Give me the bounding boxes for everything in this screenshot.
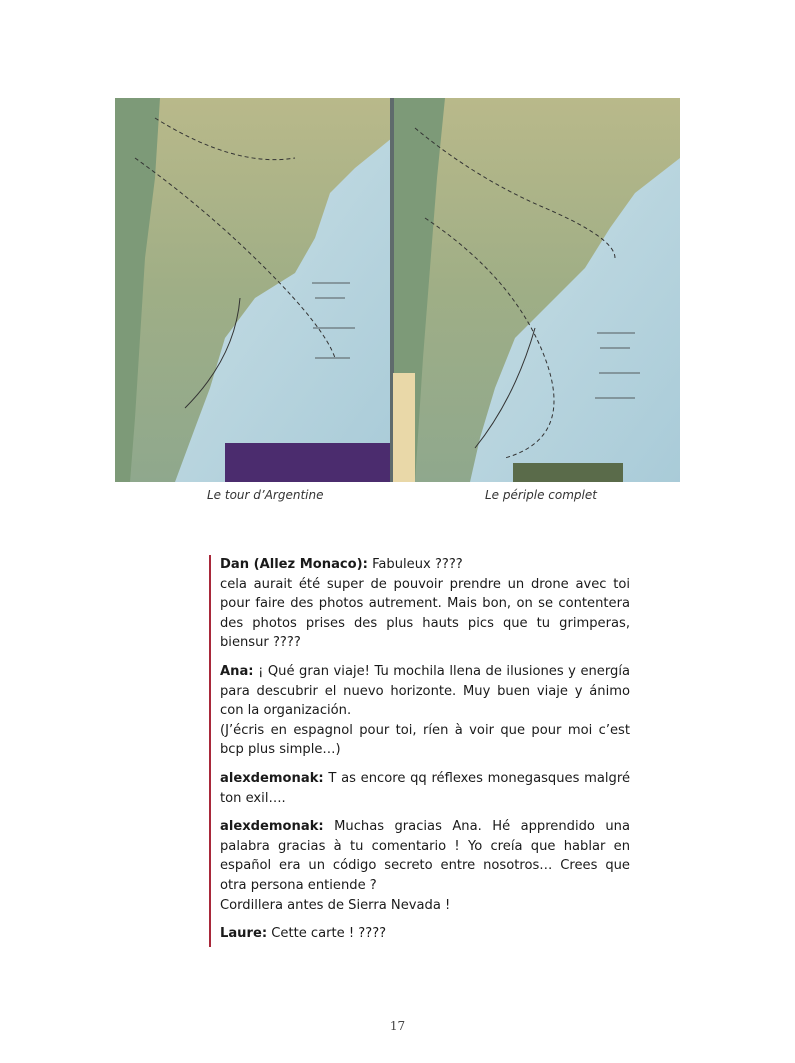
map-photo: [115, 98, 680, 482]
comment-text: Fabuleux ????: [372, 557, 463, 572]
comment-item: [220, 662, 630, 760]
comment-item: [220, 769, 630, 808]
comment-item: [220, 924, 630, 944]
comment-text: ¡ Qué gran viaje! Tu mochila llena de ilusiones y energía para descubrir el nuevo horizonte. Muy buen viaje y ánimo con la organización.: [220, 663, 630, 719]
comments-block: [209, 555, 630, 947]
comment-author: alexdemonak:: [220, 819, 324, 835]
comment-author: Laure:: [220, 926, 268, 942]
comment-item: [220, 817, 630, 915]
comment-author: Dan (Allez Monaco):: [220, 557, 368, 572]
comment-author: alexdemonak:: [220, 770, 324, 786]
comment-author: Ana:: [220, 663, 254, 679]
page-number: 17: [389, 1019, 406, 1033]
comment-text: Muchas gracias Ana. Hé apprendido una palabra gracias à tu comentario ! Yo creía que hablar en español era un código secreto entre nosotros… Crees que otra persona entiende ?: [220, 819, 630, 893]
comment-text: Cette carte ! ????: [271, 926, 387, 942]
comment-extra: (J’écris en espagnol pour toi, ríen à voir que pour moi c’est bcp plus simple…): [220, 722, 630, 758]
comment-item: [220, 555, 630, 653]
comment-extra: cela aurait été super de pouvoir prendre un drone avec toi pour faire des photos autrement. Mais bon, on se contentera des photos prises des plus hauts pics que tu grimperas, biensur ????: [220, 576, 630, 651]
comment-extra: Cordillera antes de Sierra Nevada !: [220, 897, 451, 913]
caption-right: Le périple complet: [485, 488, 597, 502]
caption-left: Le tour d’Argentine: [207, 488, 324, 502]
comment-text: T as encore qq réflexes monegasques malgré ton exil….: [220, 770, 630, 806]
